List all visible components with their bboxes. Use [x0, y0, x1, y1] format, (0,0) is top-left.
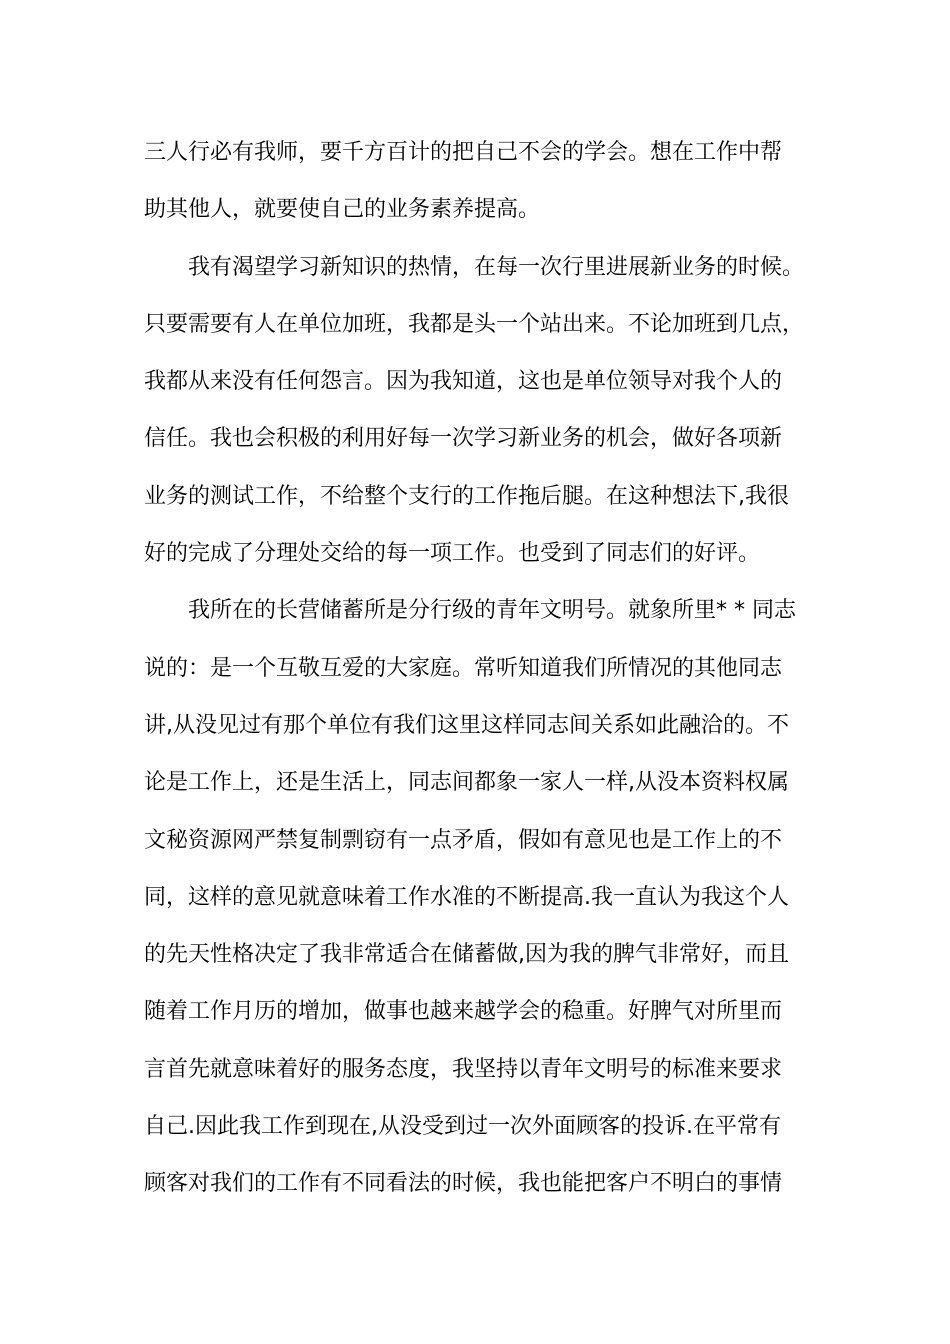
- text-line: 我都从来没有任何怨言。因为我知道，这也是单位领导对我个人的: [144, 369, 783, 395]
- text-line: 随着工作月历的增加，做事也越来越学会的稳重。好脾气对所里而: [144, 999, 783, 1025]
- text-line: 言首先就意味着好的服务态度，我坚持以青年文明号的标准来要求: [144, 1056, 783, 1082]
- text-line: 讲,从没见过有那个单位有我们这里这样同志间关系如此融洽的。不: [144, 712, 789, 738]
- body-text: [144, 124, 824, 1213]
- text-line: 论是工作上，还是生活上，同志间都象一家人一样,从没本资料权属: [144, 770, 789, 796]
- text-line: 说的：是一个互敬互爱的大家庭。常听知道我们所情况的其他同志: [144, 655, 783, 681]
- text-line: 三人行必有我师，要千方百计的把自己不会的学会。想在工作中帮: [144, 140, 783, 165]
- text-line: 好的完成了分理处交给的每一项工作。也受到了同志们的好评。: [144, 541, 761, 567]
- text-line: 自己.因此我工作到现在,从没受到过一次外面顾客的投诉.在平常有: [144, 1114, 781, 1140]
- text-line: 信任。我也会积极的利用好每一次学习新业务的机会，做好各项新: [144, 426, 783, 452]
- text-line: 业务的测试工作，不给整个支行的工作拖后腿。在这种想法下,我很: [144, 483, 789, 509]
- text-line: 同，这样的意见就意味着工作水准的不断提高.我一直认为我这个人: [144, 884, 789, 910]
- text-line: 我有渴望学习新知识的热情，在每一次行里进展新业务的时候。: [144, 254, 805, 280]
- text-line: 顾客对我们的工作有不同看法的时候，我也能把客户不明白的事情: [144, 1171, 783, 1197]
- text-line: 只要需要有人在单位加班，我都是头一个站出来。不论加班到几点，: [144, 311, 805, 337]
- text-line: 文秘资源网严禁复制剽窃有一点矛盾，假如有意见也是工作上的不: [144, 827, 783, 853]
- text-line: 我所在的长营储蓄所是分行级的青年文明号。就象所里* * 同志: [144, 598, 796, 624]
- text-line: 助其他人，就要使自己的业务素养提高。: [144, 197, 541, 223]
- text-line: 的先天性格决定了我非常适合在储蓄做,因为我的脾气非常好，而且: [144, 942, 789, 968]
